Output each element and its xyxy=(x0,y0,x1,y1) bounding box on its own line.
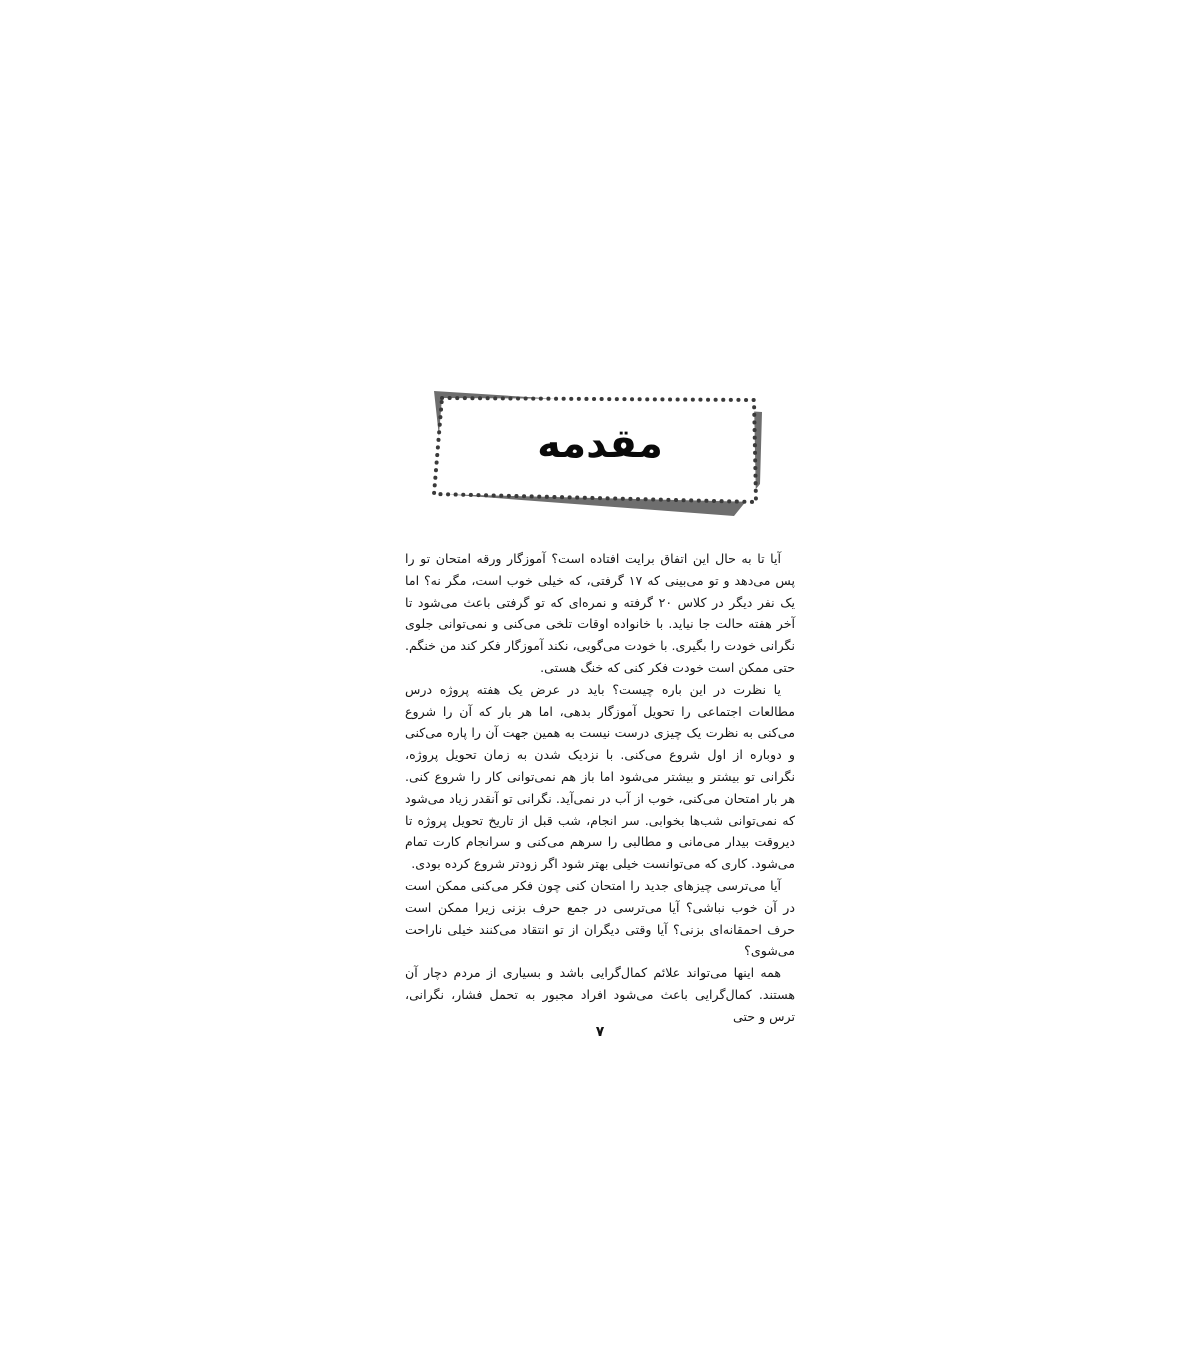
paragraph-2: یا نظرت در این باره چیست؟ باید در عرض یک هفته پروژه درس مطالعات اجتماعی را تحویل آموزگار بدهی، اما هر بار که آن را شروع می‌کنی به نظرت یک چیزی درست نیست به همین جهت آن را پاره می‌کنی و دوباره از اول شروع می‌کنی. با نزدیک شدن به زمان تحویل پروژه، نگرانی تو بیشتر و بیشتر می‌شود اما باز هم نمی‌توانی کار را شروع کنی. هر بار امتحان می‌کنی، خوب از آب در نمی‌آید. نگرانی تو آنقدر زیاد می‌شود که نمی‌توانی شب‌ها بخوابی. سر انجام، شب قبل از تاریخ تحویل پروژه تا دیروقت بیدار می‌مانی و مطالبی را سرهم می‌کنی و سرانجام کارت تمام می‌شود. کاری که می‌توانست خیلی بهتر شود اگر زودتر شروع کرده بودی. xyxy=(405,681,795,872)
chapter-title: مقدمه xyxy=(537,421,663,467)
paragraph-3: آیا می‌ترسی چیزهای جدید را امتحان کنی چون فکر می‌کنی ممکن است در آن خوب نباشی؟ آیا می‌ترسی در جمع حرف بزنی زیرا ممکن است حرف احمقانه‌ای بزنی؟ آیا وقتی دیگران از تو انتقاد می‌کنند خیلی ناراحت می‌شوی؟ xyxy=(405,877,795,959)
chapter-title-banner xyxy=(428,388,772,520)
body-text xyxy=(405,548,795,1028)
paragraph-4: همه اینها می‌تواند علائم کمال‌گرایی باشد و بسیاری از مردم دچار آن هستند. کمال‌گرایی باعث می‌شود افراد مجبور به تحمل فشار، نگرانی، ترس و حتی xyxy=(405,965,795,1024)
paragraph-1: آیا تا به حال این اتفاق برایت افتاده است؟ آموزگار ورقه امتحان تو را پس می‌دهد و تو می‌بینی که ۱۷ گرفتی، که خیلی خوب است، مگر نه؟ اما یک نفر دیگر در کلاس ۲۰ گرفته و نمره‌ای که تو گرفتی باعث می‌شود تا آخر هفته حالت جا نیاید. با خانواده اوقات تلخی می‌کنی و نمی‌توانی جلوی نگرانی خودت را بگیری. با خودت می‌گویی، نکند آموزگار فکر کند من خنگم. حتی ممکن است خودت فکر کنی که خنگ هستی. xyxy=(405,551,795,675)
page-number: ۷ xyxy=(595,1024,605,1040)
